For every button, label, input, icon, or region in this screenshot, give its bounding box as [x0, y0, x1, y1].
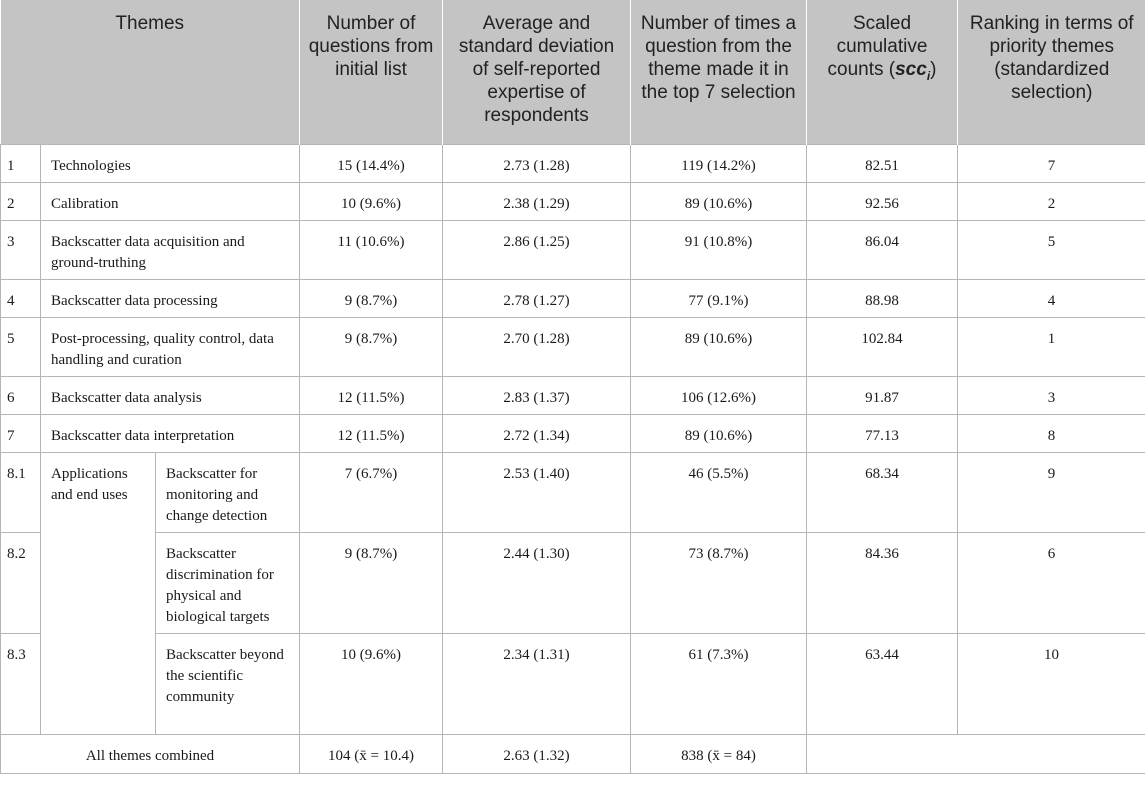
- row-rank: 3: [958, 376, 1145, 414]
- totals-empty-cell: [807, 734, 1145, 773]
- row-rank: 2: [958, 182, 1145, 220]
- totals-questions: 104 (x̄ = 10.4): [300, 734, 443, 773]
- row-scc: 86.04: [807, 220, 958, 279]
- row-questions: 15 (14.4%): [300, 144, 443, 182]
- table-row: [1, 279, 1145, 317]
- row-id: 7: [1, 414, 41, 452]
- row-theme: Backscatter data interpretation: [41, 414, 300, 452]
- header-scc-symbol: [895, 59, 931, 83]
- row-id: 6: [1, 376, 41, 414]
- row-rank: 10: [958, 633, 1145, 734]
- row-theme: Calibration: [41, 182, 300, 220]
- row-questions: 10 (9.6%): [300, 633, 443, 734]
- row-scc: 102.84: [807, 317, 958, 376]
- row-questions: 9 (8.7%): [300, 317, 443, 376]
- table-row: [1, 182, 1145, 220]
- row-rank: 8: [958, 414, 1145, 452]
- row-avg-sd: 2.73 (1.28): [443, 144, 631, 182]
- row-rank: 7: [958, 144, 1145, 182]
- header-scc-text: scc: [895, 59, 927, 80]
- row-top7: 73 (8.7%): [631, 532, 807, 633]
- row-avg-sd: 2.70 (1.28): [443, 317, 631, 376]
- row-theme: Backscatter data analysis: [41, 376, 300, 414]
- row-top7: 119 (14.2%): [631, 144, 807, 182]
- header-themes: Themes: [1, 0, 300, 144]
- table-row: [1, 376, 1145, 414]
- row-scc: 68.34: [807, 452, 958, 532]
- header-times-top7: Number of times a question from the theme made it in the top 7 selection: [631, 0, 807, 144]
- table-row: [1, 220, 1145, 279]
- row-theme: Post-processing, quality control, data handling and curation: [41, 317, 300, 376]
- row-theme: Backscatter data processing: [41, 279, 300, 317]
- table-row: [1, 414, 1145, 452]
- row-rank: 6: [958, 532, 1145, 633]
- row-top7: 61 (7.3%): [631, 633, 807, 734]
- row-rank: 5: [958, 220, 1145, 279]
- totals-top7: 838 (x̄ = 84): [631, 734, 807, 773]
- row-avg-sd: 2.83 (1.37): [443, 376, 631, 414]
- row-rank: 1: [958, 317, 1145, 376]
- row-theme: Backscatter data acquisition and ground-truthing: [41, 220, 300, 279]
- row-theme: Backscatter beyond the scientific community: [156, 633, 300, 734]
- row-id: 5: [1, 317, 41, 376]
- group-label: Applications and end uses: [41, 452, 156, 734]
- row-top7: 46 (5.5%): [631, 452, 807, 532]
- row-id: 8.3: [1, 633, 41, 734]
- row-questions: 9 (8.7%): [300, 532, 443, 633]
- row-theme: Backscatter discrimination for physical and biological targets: [156, 532, 300, 633]
- row-id: 1: [1, 144, 41, 182]
- row-top7: 89 (10.6%): [631, 182, 807, 220]
- row-scc: 88.98: [807, 279, 958, 317]
- row-scc: 91.87: [807, 376, 958, 414]
- row-rank: 9: [958, 452, 1145, 532]
- row-scc: 84.36: [807, 532, 958, 633]
- totals-label: All themes combined: [1, 734, 300, 773]
- row-rank: 4: [958, 279, 1145, 317]
- header-avg-sd: Average and standard deviation of self-reported expertise of respondents: [443, 0, 631, 144]
- row-questions: 10 (9.6%): [300, 182, 443, 220]
- table-row: [1, 633, 1145, 734]
- row-id: 2: [1, 182, 41, 220]
- row-theme: Backscatter for monitoring and change detection: [156, 452, 300, 532]
- row-scc: 82.51: [807, 144, 958, 182]
- table-row: [1, 317, 1145, 376]
- row-questions: 9 (8.7%): [300, 279, 443, 317]
- row-avg-sd: 2.78 (1.27): [443, 279, 631, 317]
- row-scc: 63.44: [807, 633, 958, 734]
- row-scc: 77.13: [807, 414, 958, 452]
- row-top7: 106 (12.6%): [631, 376, 807, 414]
- row-id: 4: [1, 279, 41, 317]
- row-avg-sd: 2.53 (1.40): [443, 452, 631, 532]
- header-scaled-suffix: ): [930, 59, 937, 80]
- row-top7: 89 (10.6%): [631, 317, 807, 376]
- table-row: [1, 452, 1145, 532]
- header-ranking: Ranking in terms of priority themes (standardized selection): [958, 0, 1145, 144]
- row-questions: 7 (6.7%): [300, 452, 443, 532]
- table-row: [1, 532, 1145, 633]
- header-scaled-counts: [807, 0, 958, 144]
- row-top7: 91 (10.8%): [631, 220, 807, 279]
- row-avg-sd: 2.44 (1.30): [443, 532, 631, 633]
- row-scc: 92.56: [807, 182, 958, 220]
- table-row: [1, 144, 1145, 182]
- row-avg-sd: 2.34 (1.31): [443, 633, 631, 734]
- row-questions: 12 (11.5%): [300, 376, 443, 414]
- row-questions: 12 (11.5%): [300, 414, 443, 452]
- row-questions: 11 (10.6%): [300, 220, 443, 279]
- row-theme: Technologies: [41, 144, 300, 182]
- header-scaled-prefix: Scaled cumulative counts (: [827, 13, 928, 80]
- row-avg-sd: 2.38 (1.29): [443, 182, 631, 220]
- row-id: 8.2: [1, 532, 41, 633]
- header-num-questions: Number of questions from initial list: [300, 0, 443, 144]
- row-avg-sd: 2.72 (1.34): [443, 414, 631, 452]
- row-top7: 77 (9.1%): [631, 279, 807, 317]
- header-row: [1, 0, 1145, 144]
- row-top7: 89 (10.6%): [631, 414, 807, 452]
- totals-row: [1, 734, 1145, 773]
- row-id: 3: [1, 220, 41, 279]
- totals-avg-sd: 2.63 (1.32): [443, 734, 631, 773]
- row-avg-sd: 2.86 (1.25): [443, 220, 631, 279]
- row-id: 8.1: [1, 452, 41, 532]
- header-scc-subscript: i: [926, 68, 931, 83]
